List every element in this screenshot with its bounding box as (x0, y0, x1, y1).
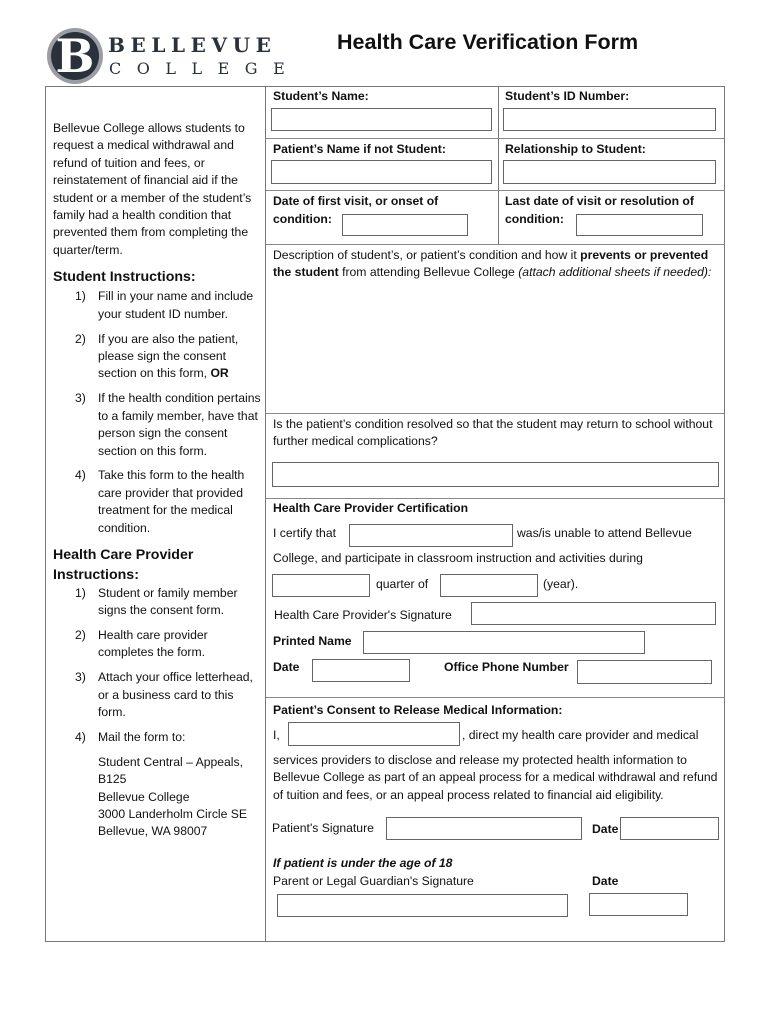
list-item: 2) If you are also the patient, please sign the consent section on this form, OR (75, 331, 239, 381)
row-divider (265, 190, 725, 191)
row-divider (265, 138, 725, 139)
mailing-address: Student Central – Appeals, B125 Bellevue College 3000 Landerholm Circle SE Bellevue, WA 98007 (98, 754, 248, 839)
provider-instructions-list (53, 585, 263, 747)
relationship-label: Relationship to Student: (505, 142, 646, 156)
condition-description-area[interactable] (268, 300, 722, 410)
student-id-field[interactable] (503, 108, 716, 131)
consent-suffix: , direct my health care provider and medical (462, 728, 699, 742)
last-visit-label-line2: condition: (505, 212, 564, 226)
college-logo-wordmark-bottom: COLLEGE (109, 59, 301, 78)
provider-signature-field[interactable] (471, 602, 716, 625)
office-phone-label: Office Phone Number (444, 660, 569, 674)
relationship-field[interactable] (503, 160, 716, 184)
provider-instructions-heading: Health Care Provider Instructions: (53, 546, 194, 583)
patient-signature-label: Patient's Signature (272, 821, 374, 835)
printed-name-field[interactable] (363, 631, 645, 654)
student-id-label: Student’s ID Number: (505, 89, 630, 103)
column-divider (265, 86, 266, 942)
resolved-question: Is the patient’s condition resolved so that the student may return to school without further medical complications? (273, 417, 713, 449)
certify-line2: College, and participate in classroom instruction and activities during (273, 551, 643, 565)
student-name-field[interactable] (271, 108, 492, 131)
info-column-divider (498, 86, 499, 244)
guardian-date-field[interactable] (589, 893, 688, 916)
quarter-field[interactable] (272, 574, 370, 597)
provider-signature-label: Health Care Provider's Signature (274, 608, 452, 622)
college-logo-wordmark-top: BELLEVUE (108, 33, 277, 57)
certification-heading: Health Care Provider Certification (273, 501, 469, 515)
guardian-signature-label: Parent or Legal Guardian's Signature (273, 874, 474, 888)
row-divider (265, 498, 725, 499)
list-item: 1) Fill in your name and include your student ID number. (75, 289, 254, 321)
intro-paragraph: Bellevue College allows students to request a medical withdrawal and refund of tuition and fees, or reinstatement of financial aid if the student or a member of the student’s family had a health condition that prevented them from completing the quarter/term. (53, 121, 252, 257)
provider-date-field[interactable] (312, 659, 410, 682)
printed-name-label: Printed Name (273, 634, 352, 648)
consent-body: services providers to disclose and release my protected health information to Bellevue College as part of an appeal process for a medical withdrawal and refund of tuition and fees, or an appeal process related to financial aid eligibility. (273, 753, 718, 802)
year-label: (year). (543, 577, 579, 591)
list-item: 3) Attach your office letterhead, or a business card to this form. (75, 670, 253, 719)
instructions-panel (53, 120, 263, 841)
provider-date-label: Date (273, 660, 300, 674)
certified-student-name-field[interactable] (349, 524, 513, 547)
quarter-label: quarter of (376, 577, 429, 591)
student-name-label: Student’s Name: (273, 89, 369, 103)
student-instructions-list (53, 288, 263, 537)
patient-date-field[interactable] (620, 817, 719, 840)
row-divider (265, 413, 725, 414)
list-item: 2) Health care provider completes the form. (75, 627, 208, 660)
row-divider (265, 244, 725, 245)
certify-suffix: was/is unable to attend Bellevue (517, 526, 692, 540)
patient-name-label: Patient’s Name if not Student: (273, 142, 446, 156)
row-divider (265, 697, 725, 698)
condition-description-prompt: Description of student’s, or patient’s condition and how it prevents or prevented the student from attending Bellevue College (attach additional sheets if needed): (273, 248, 712, 280)
form-title: Health Care Verification Form (337, 30, 639, 54)
student-instructions-heading: Student Instructions: (53, 269, 196, 286)
patient-name-field[interactable] (271, 160, 492, 184)
office-phone-field[interactable] (577, 660, 712, 684)
first-visit-label: Date of first visit, or onset of (273, 194, 439, 208)
list-item: 3) If the health condition pertains to a family member, have that person sign the consent section on this form. (75, 391, 261, 458)
last-visit-label: Last date of visit or resolution of (505, 194, 694, 208)
list-item: 4) Take this form to the health care provider that provided treatment for the medical condition. (75, 468, 245, 535)
minor-heading: If patient is under the age of 18 (273, 856, 453, 870)
year-field[interactable] (440, 574, 538, 597)
list-item: 1) Student or family member signs the consent form. (75, 585, 238, 617)
last-visit-date-field[interactable] (576, 214, 703, 236)
first-visit-label-line2: condition: (273, 212, 332, 226)
consent-name-field[interactable] (288, 722, 460, 746)
college-logo-letter: B (55, 29, 95, 83)
guardian-signature-field[interactable] (277, 894, 568, 917)
certify-prefix: I certify that (273, 526, 336, 540)
list-item: 4) Mail the form to: (75, 729, 186, 744)
patient-date-label: Date (592, 822, 619, 836)
first-visit-date-field[interactable] (342, 214, 468, 236)
consent-prefix: I, (273, 728, 280, 742)
resolved-answer-field[interactable] (272, 462, 719, 487)
consent-heading: Patient’s Consent to Release Medical Information: (273, 703, 563, 717)
patient-signature-field[interactable] (386, 817, 582, 840)
guardian-date-label: Date (592, 874, 619, 888)
